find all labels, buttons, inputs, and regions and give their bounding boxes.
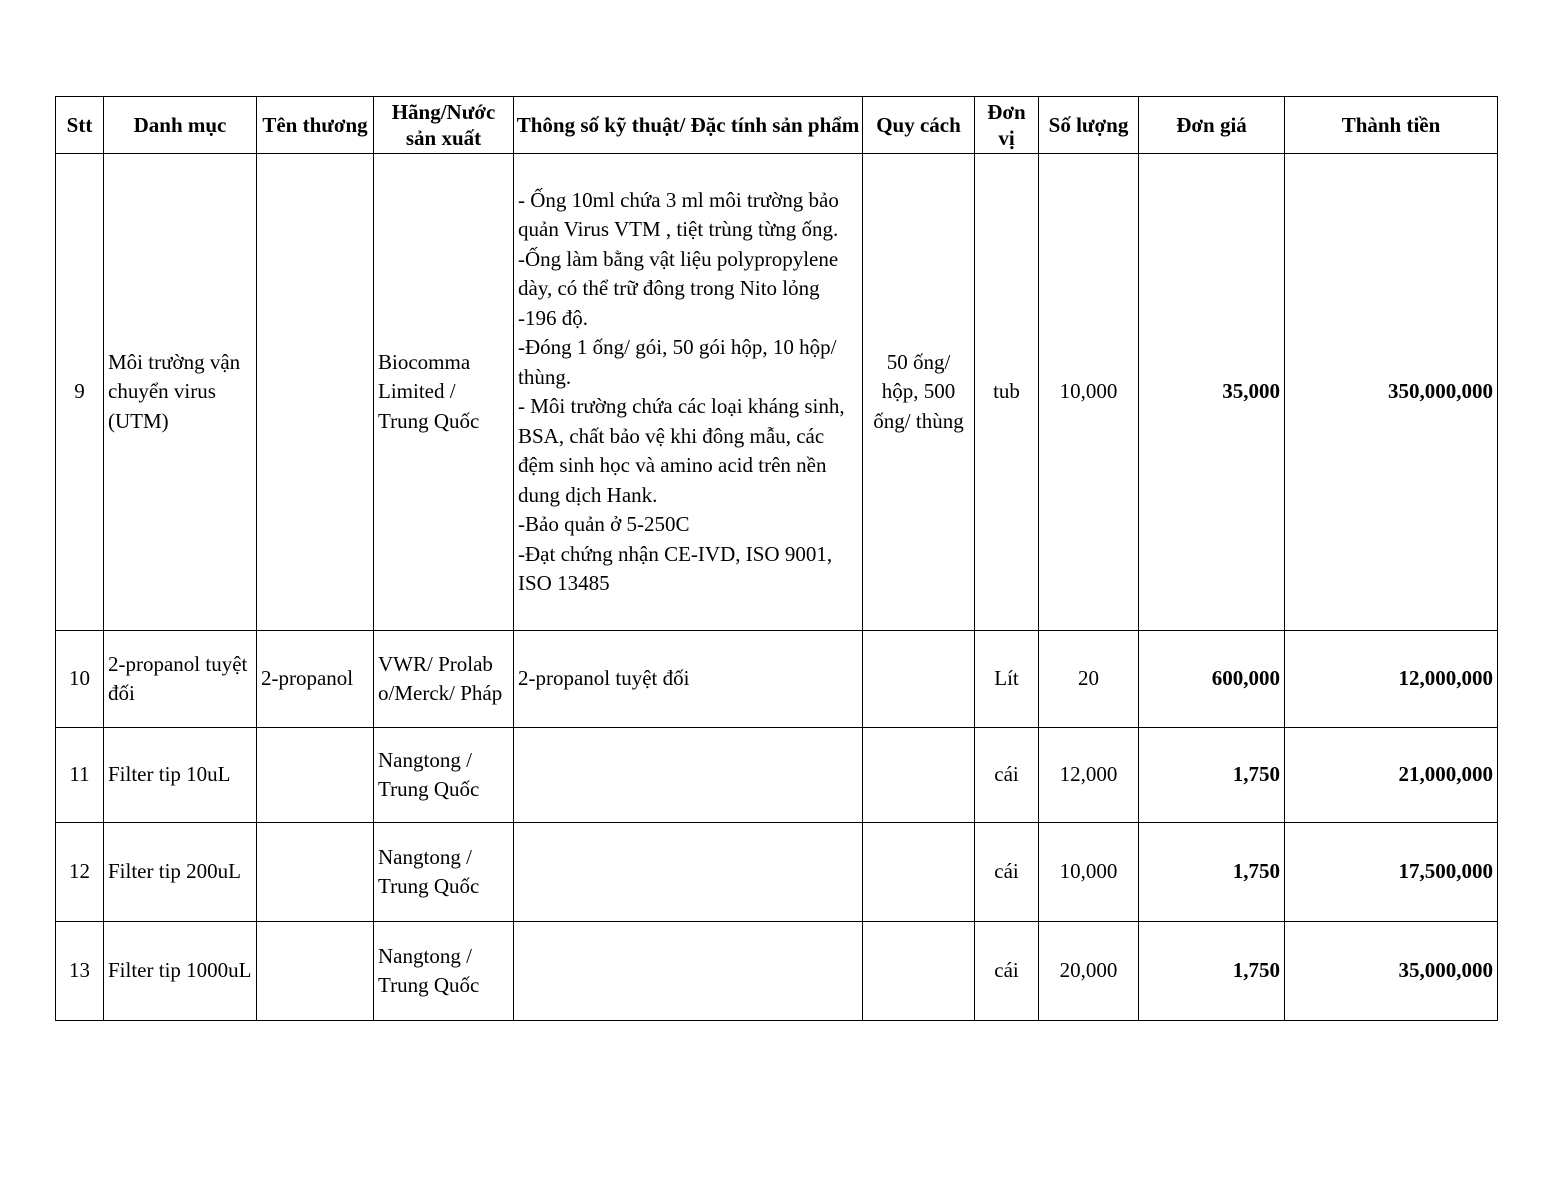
header-so-luong: Số lượng bbox=[1039, 97, 1139, 154]
cell-hang-nuoc: Biocomma Limited / Trung Quốc bbox=[374, 154, 514, 631]
cell-so-luong: 20 bbox=[1039, 631, 1139, 728]
cell-don-vi: cái bbox=[975, 728, 1039, 823]
cell-so-luong: 10,000 bbox=[1039, 154, 1139, 631]
table-header-row bbox=[56, 97, 1498, 154]
cell-stt: 9 bbox=[56, 154, 104, 631]
cell-hang-nuoc: Nangtong / Trung Quốc bbox=[374, 823, 514, 922]
table-row bbox=[56, 728, 1498, 823]
cell-thanh-tien: 12,000,000 bbox=[1285, 631, 1498, 728]
cell-quy-cach bbox=[863, 728, 975, 823]
cell-quy-cach bbox=[863, 823, 975, 922]
cell-thanh-tien: 35,000,000 bbox=[1285, 922, 1498, 1021]
cell-quy-cach bbox=[863, 922, 975, 1021]
header-thanh-tien: Thành tiền bbox=[1285, 97, 1498, 154]
cell-quy-cach: 50 ống/ hộp, 500 ống/ thùng bbox=[863, 154, 975, 631]
cell-ten-thuong bbox=[257, 922, 374, 1021]
cell-danh-muc: Filter tip 1000uL bbox=[104, 922, 257, 1021]
table-row bbox=[56, 631, 1498, 728]
table-row bbox=[56, 154, 1498, 631]
cell-thanh-tien: 17,500,000 bbox=[1285, 823, 1498, 922]
cell-don-gia: 1,750 bbox=[1139, 922, 1285, 1021]
cell-hang-nuoc: Nangtong / Trung Quốc bbox=[374, 728, 514, 823]
cell-thong-so bbox=[514, 922, 863, 1021]
cell-stt: 12 bbox=[56, 823, 104, 922]
header-don-gia: Đơn giá bbox=[1139, 97, 1285, 154]
cell-thong-so bbox=[514, 728, 863, 823]
cell-don-vi: Lít bbox=[975, 631, 1039, 728]
header-hang-nuoc: Hãng/Nước sản xuất bbox=[374, 97, 514, 154]
cell-don-gia: 35,000 bbox=[1139, 154, 1285, 631]
cell-danh-muc: 2-propanol tuyệt đối bbox=[104, 631, 257, 728]
table-row bbox=[56, 922, 1498, 1021]
header-thong-so: Thông số kỹ thuật/ Đặc tính sản phẩm bbox=[514, 97, 863, 154]
cell-stt: 11 bbox=[56, 728, 104, 823]
cell-don-gia: 1,750 bbox=[1139, 728, 1285, 823]
cell-don-vi: cái bbox=[975, 823, 1039, 922]
cell-thong-so: 2-propanol tuyệt đối bbox=[514, 631, 863, 728]
cell-don-vi: cái bbox=[975, 922, 1039, 1021]
cell-danh-muc: Filter tip 10uL bbox=[104, 728, 257, 823]
cell-danh-muc: Filter tip 200uL bbox=[104, 823, 257, 922]
cell-stt: 10 bbox=[56, 631, 104, 728]
cell-ten-thuong bbox=[257, 728, 374, 823]
cell-hang-nuoc: Nangtong / Trung Quốc bbox=[374, 922, 514, 1021]
product-price-table bbox=[55, 96, 1498, 1021]
cell-don-gia: 600,000 bbox=[1139, 631, 1285, 728]
cell-stt: 13 bbox=[56, 922, 104, 1021]
header-danh-muc: Danh mục bbox=[104, 97, 257, 154]
cell-so-luong: 12,000 bbox=[1039, 728, 1139, 823]
cell-ten-thuong bbox=[257, 154, 374, 631]
cell-so-luong: 10,000 bbox=[1039, 823, 1139, 922]
table-row bbox=[56, 823, 1498, 922]
cell-thanh-tien: 350,000,000 bbox=[1285, 154, 1498, 631]
cell-don-gia: 1,750 bbox=[1139, 823, 1285, 922]
cell-ten-thuong bbox=[257, 823, 374, 922]
header-stt: Stt bbox=[56, 97, 104, 154]
cell-hang-nuoc: VWR/ Prolabo/Merck/ Pháp bbox=[374, 631, 514, 728]
cell-thong-so bbox=[514, 823, 863, 922]
header-don-vi: Đơn vị bbox=[975, 97, 1039, 154]
cell-ten-thuong: 2-propanol bbox=[257, 631, 374, 728]
cell-danh-muc: Môi trường vận chuyển virus (UTM) bbox=[104, 154, 257, 631]
cell-don-vi: tub bbox=[975, 154, 1039, 631]
cell-thanh-tien: 21,000,000 bbox=[1285, 728, 1498, 823]
cell-thong-so: - Ống 10ml chứa 3 ml môi trường bảo quản Virus VTM , tiệt trùng từng ống. -Ống làm bằng vật liệu polypropylene dày, có thể trữ đông trong Nito lỏng -196 độ. -Đóng 1 ống/ gói, 50 gói hộp, 10 hộp/ thùng. - Môi trường chứa các loại kháng sinh, BSA, chất bảo vệ khi đông mẫu, các đệm sinh học và amino acid trên nền dung dịch Hank. -Bảo quản ở 5-250C -Đạt chứng nhận CE-IVD, ISO 9001, ISO 13485 bbox=[514, 154, 863, 631]
header-quy-cach: Quy cách bbox=[863, 97, 975, 154]
cell-quy-cach bbox=[863, 631, 975, 728]
header-ten-thuong: Tên thương bbox=[257, 97, 374, 154]
cell-so-luong: 20,000 bbox=[1039, 922, 1139, 1021]
